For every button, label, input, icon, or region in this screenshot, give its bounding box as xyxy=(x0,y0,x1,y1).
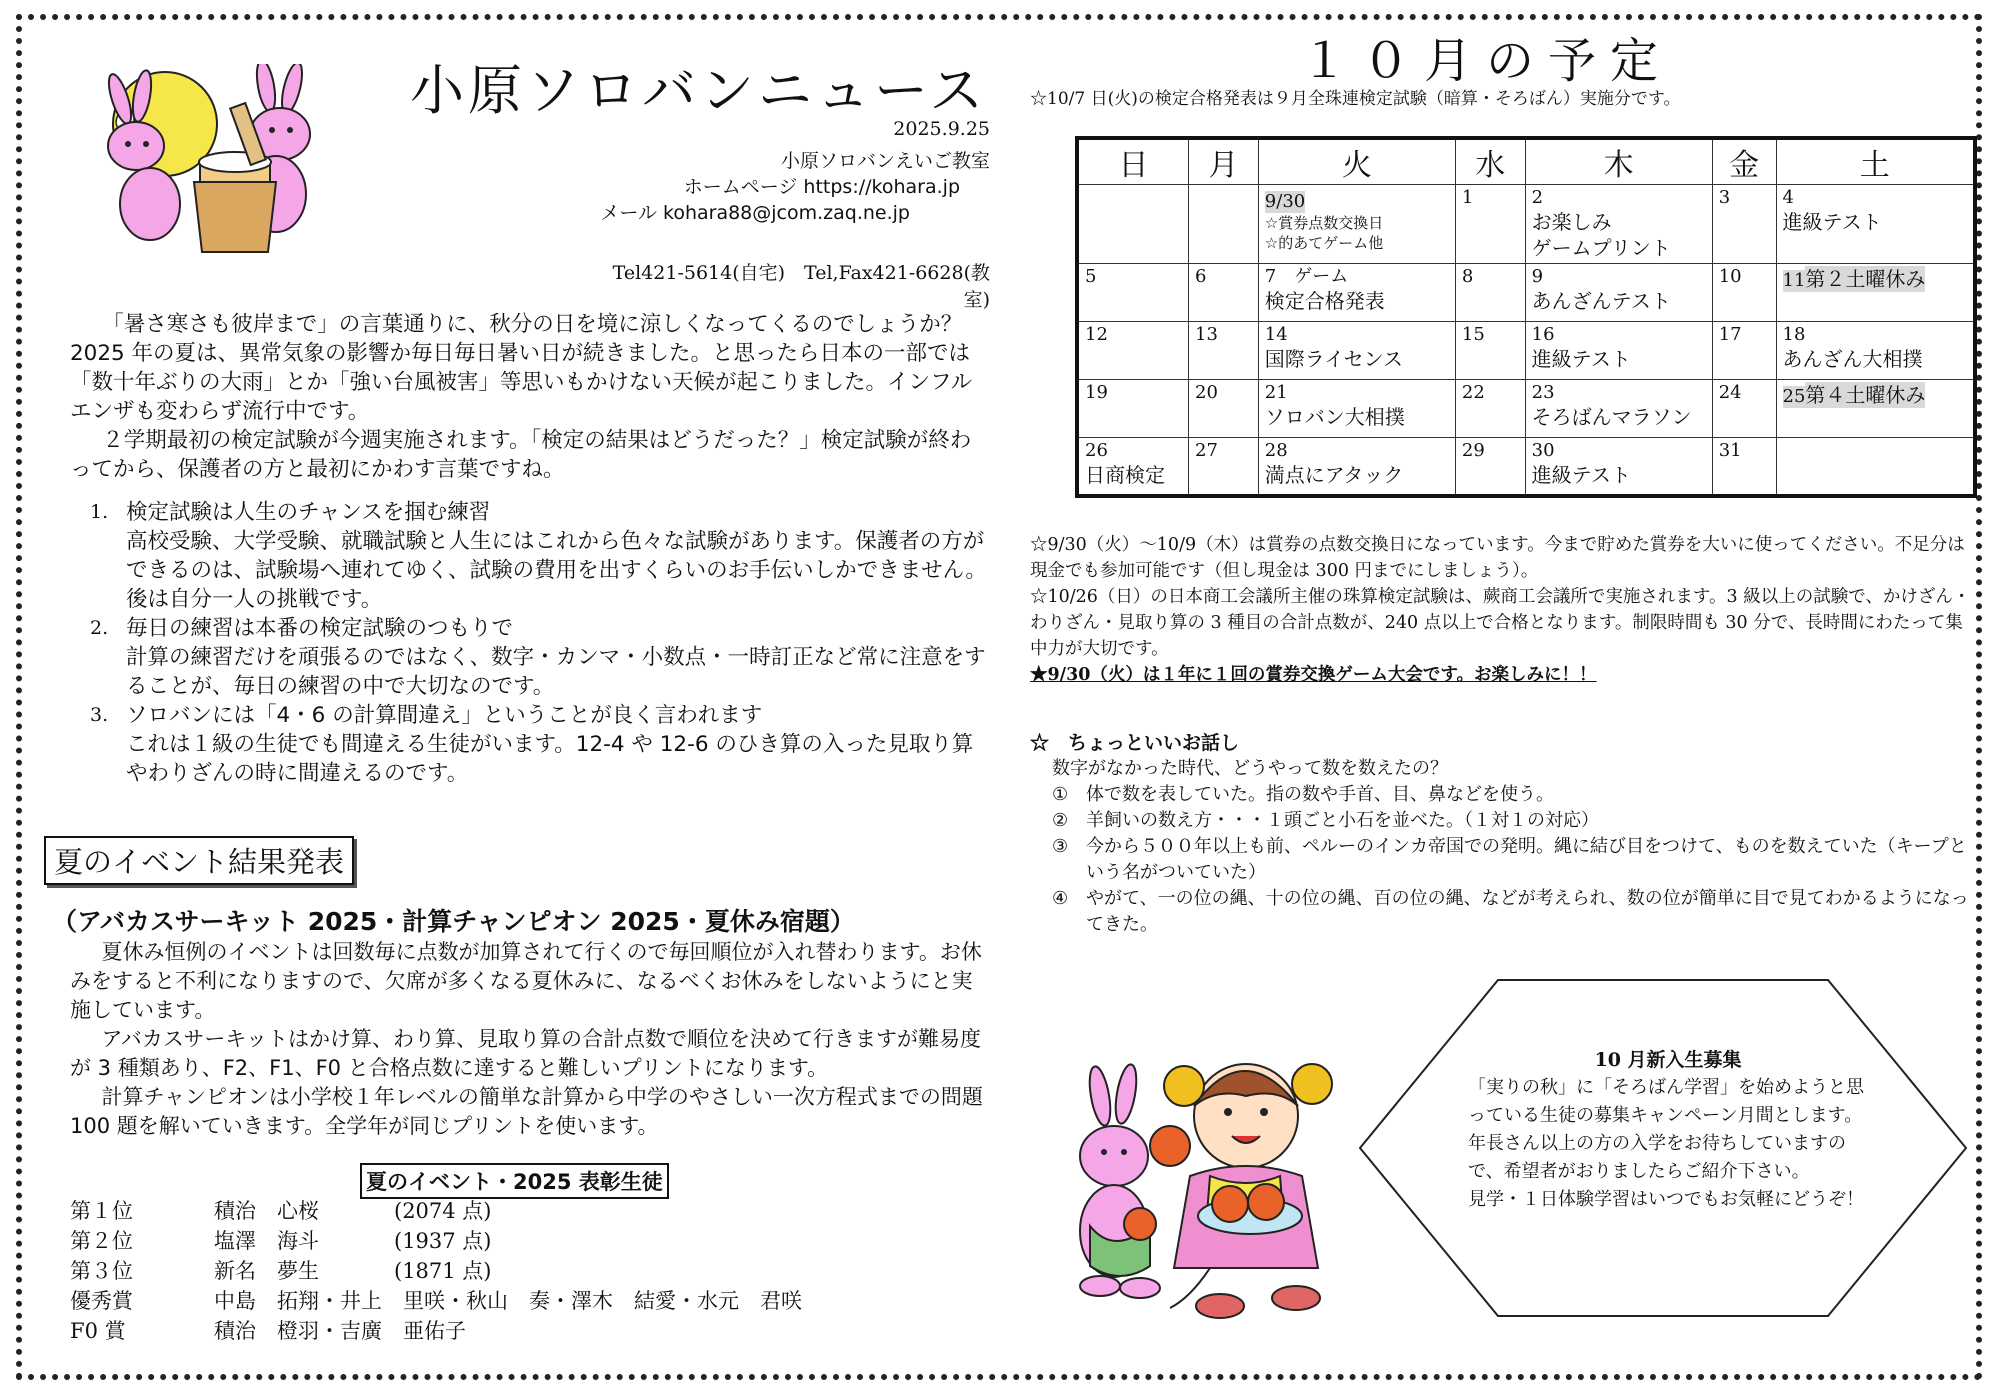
story-list xyxy=(1030,782,1980,938)
calendar-day-cell xyxy=(1712,380,1776,438)
award-rank: 第２位 xyxy=(70,1229,133,1253)
highlight-notice: ★9/30（火）は１年に１回の賞券交換ゲーム大会です。お楽しみに！！ xyxy=(1030,665,1597,685)
list-item xyxy=(90,701,990,788)
calendar-body xyxy=(1077,185,1975,496)
calendar-day-cell xyxy=(1776,264,1975,322)
day-number: 3 xyxy=(1718,187,1731,208)
calendar-day-cell xyxy=(1525,185,1712,264)
intro-paragraph: ２学期最初の検定試験が今週実施されます。「検定の結果はどうだった？」検定試験が終わってから、保護者の方と最初にかわす言葉ですね。 xyxy=(70,428,972,482)
weekday-header: 金 xyxy=(1712,138,1776,185)
calendar-day-cell xyxy=(1077,380,1189,438)
notice-text: ☆10/26（日）の日本商工会議所主催の珠算検定試験は、蕨商工会議所で実施されます。3 級以上の試験で、かけざん・わりざん・見取り算の 3 種目の合計点数が、240 点以上で合格となります。制限時間も 30 分で、長時間にわたって集中力が大切です。 xyxy=(1030,587,1971,659)
award-rank: 優秀賞 xyxy=(70,1289,133,1313)
calendar-day-cell xyxy=(1189,438,1259,496)
day-number: 18 xyxy=(1782,324,1806,345)
day-event: ソロバン大相撲 xyxy=(1264,405,1405,429)
calendar-week-row xyxy=(1077,438,1975,496)
day-number: 15 xyxy=(1461,324,1485,345)
calendar-day-cell xyxy=(1455,322,1525,380)
day-number: 11 xyxy=(1782,270,1806,291)
day-event: 国際ライセンス xyxy=(1264,347,1403,371)
calendar-day-cell xyxy=(1776,322,1975,380)
calendar-day-cell xyxy=(1776,438,1975,496)
award-row xyxy=(70,1316,802,1346)
day-event: 満点にアタック xyxy=(1264,463,1404,487)
day-event: 進級テスト xyxy=(1782,210,1882,234)
day-number: 12 xyxy=(1085,324,1108,345)
calendar-day-cell xyxy=(1258,264,1455,322)
award-name: 積治 心桜 xyxy=(214,1199,319,1223)
weekday-header: 木 xyxy=(1525,138,1712,185)
day-number: 10 xyxy=(1718,266,1742,287)
award-rank: 第３位 xyxy=(70,1259,133,1283)
day-number: 1 xyxy=(1461,187,1474,208)
calendar-day-cell xyxy=(1077,264,1189,322)
calendar-day-cell xyxy=(1455,264,1525,322)
recruit-box xyxy=(1468,1046,1868,1214)
story-item-text: 今から５００年以上も前、ペルーのインカ帝国での発明。縄に結び目をつけて、ものを数えていた（キープという名がついていた） xyxy=(1086,836,1967,883)
day-number: 20 xyxy=(1195,382,1218,403)
calendar-day-cell xyxy=(1712,322,1776,380)
weekday-header: 水 xyxy=(1455,138,1525,185)
day-number: 27 xyxy=(1195,440,1218,461)
story-item-number: ① xyxy=(1052,784,1069,805)
schedule-note: ☆10/7 日(火)の検定合格発表は９月全珠連検定試験（暗算・そろばん）実施分です。 xyxy=(1030,89,1681,109)
calendar-weekday-row xyxy=(1077,138,1975,185)
story-lead: 数字がなかった時代、どうやって数を数えたの？ xyxy=(1052,758,1448,779)
award-row xyxy=(70,1196,802,1226)
story-item xyxy=(1052,886,1980,938)
day-event: あんざんテスト xyxy=(1531,289,1671,313)
recruit-body: 「実りの秋」に「そろばん学習」を始めようと思っている生徒の募集キャンペーン月間とします。 年長さん以上の方の入学をお待ちしていますので、希望者がおりましたらご紹介下さい。 見学・１日体験学習はいつでもお気軽にどうぞ！ xyxy=(1468,1077,1864,1210)
day-number: 24 xyxy=(1718,382,1742,403)
day-event: あんざん大相撲 xyxy=(1782,347,1923,371)
list-item xyxy=(90,498,990,614)
story-title: ☆ ちょっといいお話し xyxy=(1030,732,1240,754)
day-number: 14 xyxy=(1264,324,1288,345)
girl-rabbit-persimmon-illustration xyxy=(1060,1036,1360,1336)
calendar-day-cell xyxy=(1189,380,1259,438)
day-number: 23 xyxy=(1531,382,1555,403)
email-address[interactable]: メール kohara88@jcom.zaq.ne.jp xyxy=(600,202,910,224)
calendar-day-cell xyxy=(1189,264,1259,322)
day-number: 6 xyxy=(1195,266,1207,287)
newsletter-title: 小原ソロバンニュース xyxy=(410,59,988,122)
story-item-number: ② xyxy=(1052,810,1069,831)
calendar-day-cell xyxy=(1455,380,1525,438)
award-rank: 第１位 xyxy=(70,1199,133,1223)
day-number: 28 xyxy=(1264,440,1288,461)
day-event-note: ☆賞券点数交換日 ☆的あてゲーム他 xyxy=(1264,214,1384,252)
october-calendar xyxy=(1075,136,1977,498)
day-number: 2 xyxy=(1531,187,1544,208)
calendar-day-cell xyxy=(1525,438,1712,496)
calendar-day-cell xyxy=(1712,438,1776,496)
intro-text xyxy=(70,310,990,484)
calendar-day-cell xyxy=(1776,185,1975,264)
award-rank: F0 賞 xyxy=(70,1319,126,1343)
calendar-day-cell xyxy=(1258,322,1455,380)
award-list-title: 夏のイベント・2025 表彰生徒 xyxy=(360,1163,669,1199)
day-event: 進級テスト xyxy=(1531,463,1631,487)
list-item xyxy=(90,614,990,701)
list-number: 2. xyxy=(90,617,109,639)
story-item-text: 羊飼いの数え方・・・１頭ごと小石を並べた。（１対１の対応） xyxy=(1086,810,1599,831)
school-name: 小原ソロバンえいご教室 xyxy=(780,150,990,172)
day-event: 第２土曜休み xyxy=(1805,267,1926,291)
calendar-day-cell xyxy=(1189,322,1259,380)
award-name: 新名 夢生 xyxy=(214,1259,319,1283)
award-list xyxy=(70,1196,802,1346)
schedule-title: １０月の予定 xyxy=(1300,33,1673,89)
day-event: 検定合格発表 xyxy=(1264,289,1385,313)
day-number: 7 ゲーム xyxy=(1264,266,1349,287)
award-score: (2074 点) xyxy=(394,1199,492,1223)
calendar-day-cell xyxy=(1712,264,1776,322)
summer-event-text xyxy=(70,938,990,1141)
day-number: 5 xyxy=(1085,266,1097,287)
calendar-week-row xyxy=(1077,264,1975,322)
calendar-day-cell xyxy=(1455,438,1525,496)
award-row xyxy=(70,1256,802,1286)
day-number: 4 xyxy=(1782,187,1794,208)
calendar-day-cell xyxy=(1189,185,1259,264)
summer-paragraph: 夏休み恒例のイベントは回数毎に点数が加算されて行くので毎回順位が入れ替わります。お休みをすると不利になりますので、欠席が多くなる夏休みに、なるべくお休みをしないようにと実施しています。 xyxy=(70,940,982,1022)
calendar-day-cell xyxy=(1077,438,1189,496)
calendar-day-cell xyxy=(1077,322,1189,380)
award-name: 塩澤 海斗 xyxy=(214,1229,319,1253)
list-text: 検定試験は人生のチャンスを掴む練習 高校受験、大学受験、就職試験と人生にはこれから色々な試験があります。保護者の方ができるのは、試験場へ連れてゆく、試験の費用を出すくらいのお手伝いしかできません。後は自分一人の挑戦です。 xyxy=(126,500,987,612)
list-text: ソロバンには「4・6 の計算間違え」ということが良く言われます これは１級の生徒でも間違える生徒がいます。12-4 や 12-6 のひき算の入った見取り算やわりざんの時に間違えるのです。 xyxy=(126,703,974,786)
day-event: お楽しみ ゲームプリント xyxy=(1531,210,1671,260)
award-score: (1871 点) xyxy=(394,1259,492,1283)
weekday-header: 日 xyxy=(1077,138,1189,185)
summer-paragraph: アバカスサーキットはかけ算、わり算、見取り算の合計点数で順位を決めて行きますが難易度が 3 種類あり、F2、F1、F0 と合格点数に達すると難しいプリントになります。 xyxy=(70,1027,981,1080)
day-number: 31 xyxy=(1718,440,1742,461)
day-number: 9/30 xyxy=(1264,191,1306,212)
story-item-text: 体で数を表していた。指の数や手首、目、鼻などを使う。 xyxy=(1086,784,1554,805)
calendar-day-cell xyxy=(1525,380,1712,438)
award-score: (1937 点) xyxy=(394,1229,492,1253)
story-item xyxy=(1052,834,1980,886)
day-number: 19 xyxy=(1085,382,1108,403)
moon-rabbits-illustration xyxy=(80,64,340,264)
award-name: 中島 拓翔・井上 里咲・秋山 奏・澤木 結愛・水元 君咲 xyxy=(214,1289,802,1313)
phone-numbers: Tel421-5614(自宅) Tel,Fax421-6628(教室) xyxy=(612,262,990,311)
list-number: 1. xyxy=(90,501,109,523)
calendar-week-row xyxy=(1077,322,1975,380)
calendar-day-cell xyxy=(1776,380,1975,438)
calendar-week-row xyxy=(1077,380,1975,438)
list-number: 3. xyxy=(90,704,109,726)
day-number: 13 xyxy=(1195,324,1218,345)
story-item-number: ③ xyxy=(1052,836,1069,857)
list-text: 毎日の練習は本番の検定試験のつもりで 計算の練習だけを頑張るのではなく、数字・カンマ・小数点・一時訂正など常に注意をすることが、毎日の練習の中で大切なのです。 xyxy=(126,616,986,699)
weekday-header: 土 xyxy=(1776,138,1975,185)
calendar-day-cell xyxy=(1258,380,1455,438)
calendar-day-cell xyxy=(1077,185,1189,264)
day-number: 30 xyxy=(1531,440,1555,461)
notice-text: ☆9/30（火）～10/9（木）は賞券の点数交換日になっています。今まで貯めた賞券を大いに使ってください。不足分は現金でも参加可能です（但し現金は 300 円までにしましょう）。 xyxy=(1030,535,1965,581)
calendar-day-cell xyxy=(1455,185,1525,264)
calendar-day-cell xyxy=(1525,322,1712,380)
summer-event-subtitle: （アバカスサーキット 2025・計算チャンピオン 2025・夏休み宿題） xyxy=(52,907,855,936)
calendar-day-cell xyxy=(1525,264,1712,322)
story-item xyxy=(1052,808,1980,834)
calendar-day-cell xyxy=(1258,185,1455,264)
weekday-header: 火 xyxy=(1258,138,1455,185)
weekday-header: 月 xyxy=(1189,138,1259,185)
day-number: 8 xyxy=(1461,266,1474,287)
award-name: 積治 橙羽・吉廣 亜佑子 xyxy=(214,1319,466,1343)
short-story xyxy=(1030,730,1980,938)
calendar-day-cell xyxy=(1258,438,1455,496)
day-event: 第４土曜休み xyxy=(1805,383,1926,407)
calendar-week-row xyxy=(1077,185,1975,264)
summer-event-heading: 夏のイベント結果発表 xyxy=(44,836,354,885)
homepage-link[interactable]: ホームページ https://kohara.jp xyxy=(683,176,960,198)
day-number: 17 xyxy=(1718,324,1742,345)
day-number: 29 xyxy=(1461,440,1485,461)
day-number: 21 xyxy=(1264,382,1288,403)
day-number: 25 xyxy=(1782,386,1806,407)
story-item xyxy=(1052,782,1980,808)
recruit-title: 10 月新入生募集 xyxy=(1594,1049,1742,1071)
intro-paragraph: 「暑さ寒さも彼岸まで」の言葉通りに、秋分の日を境に涼しくなってくるのでしょうか？2025 年の夏は、異常気象の影響か毎日毎日暑い日が続きました。と思ったら日本の一部では「数十年ぶりの大雨」とか「強い台風被害」等思いもかけない天候が起こりました。インフルエンザも変わらず流行中です。 xyxy=(70,312,973,424)
points-list xyxy=(90,498,990,788)
day-number: 22 xyxy=(1461,382,1485,403)
day-event: そろばんマラソン xyxy=(1531,405,1692,429)
day-number: 9 xyxy=(1531,266,1544,287)
issue-date: 2025.9.25 xyxy=(893,118,990,140)
story-item-text: やがて、一の位の縄、十の位の縄、百の位の縄、などが考えられ、数の位が簡単に目で見てわかるようになってきた。 xyxy=(1086,888,1969,935)
calendar-day-cell xyxy=(1712,185,1776,264)
day-number: 26 xyxy=(1085,440,1108,461)
notices xyxy=(1030,532,1980,688)
day-event: 進級テスト xyxy=(1531,347,1631,371)
summer-paragraph: 計算チャンピオンは小学校１年レベルの簡単な計算から中学のやさしい一次方程式までの問題 100 題を解いていきます。全学年が同じプリントを使います。 xyxy=(70,1085,983,1138)
award-row xyxy=(70,1226,802,1256)
day-event: 日商検定 xyxy=(1085,463,1165,487)
day-number: 16 xyxy=(1531,324,1555,345)
award-row xyxy=(70,1286,802,1316)
story-item-number: ④ xyxy=(1052,888,1069,909)
